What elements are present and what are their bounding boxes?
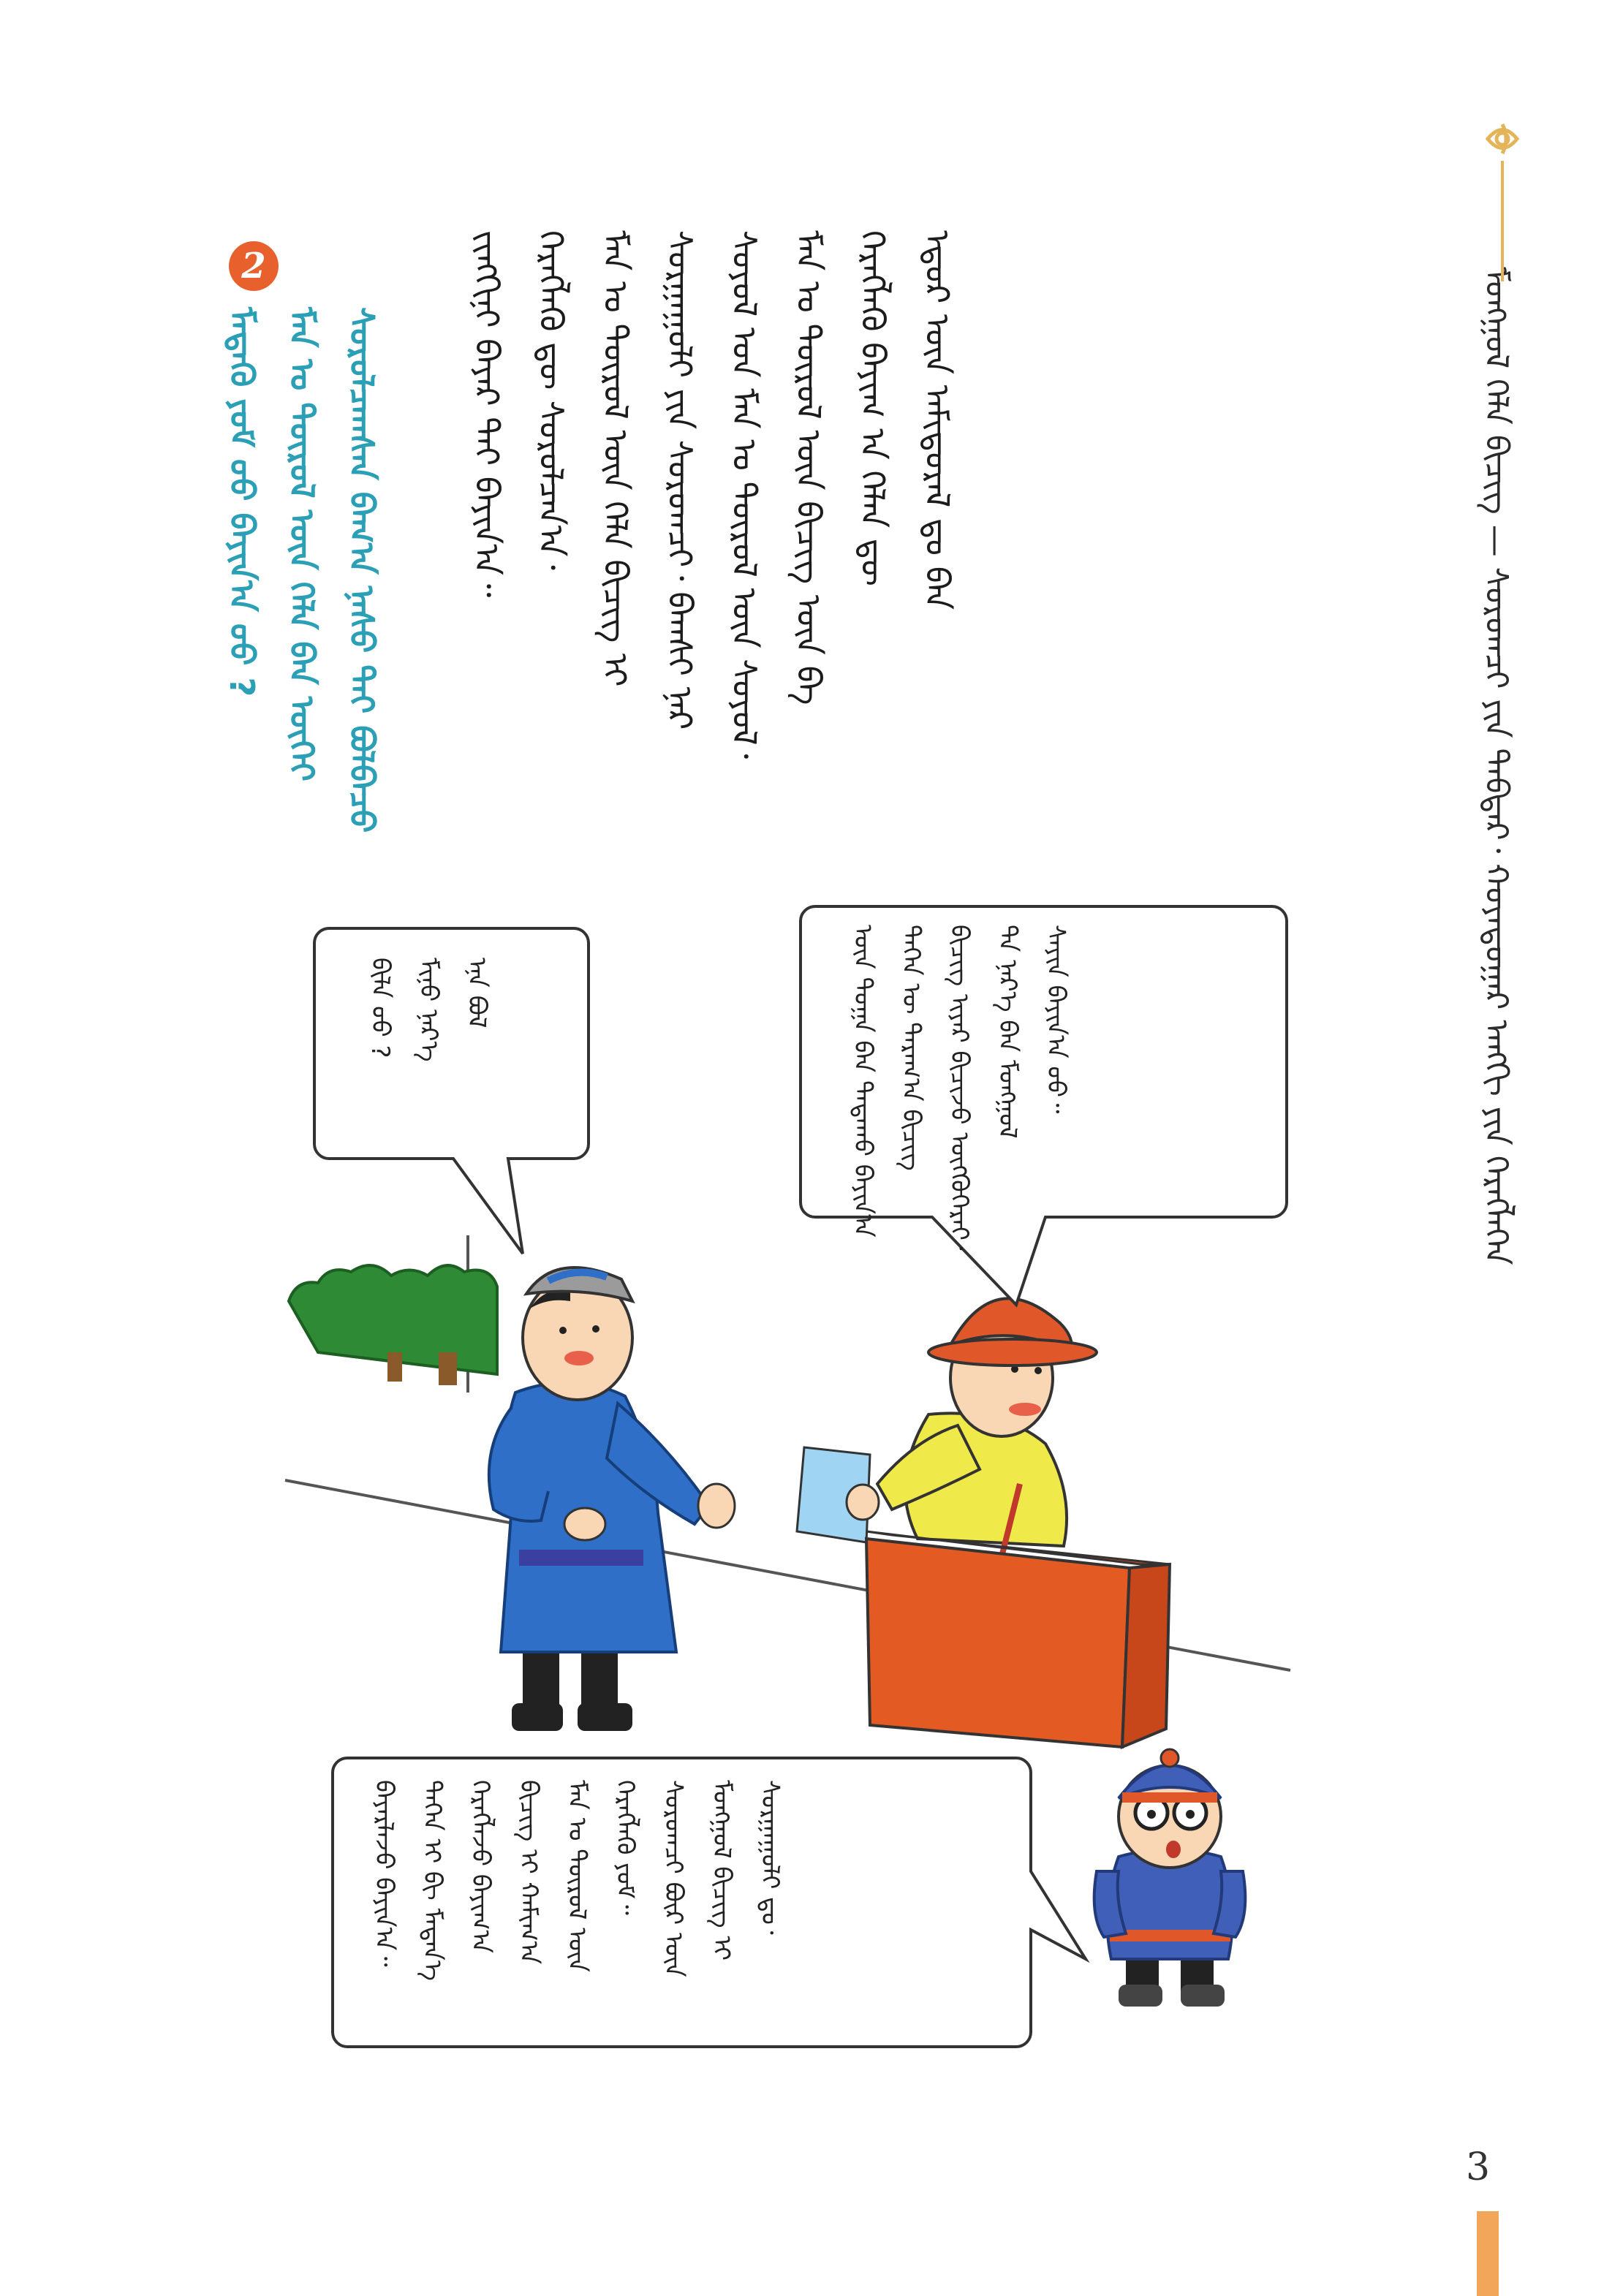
paragraph-line: ᠮᠠᠨ ᠤ ᠲᠥᠷᠥᠯ ᠦᠨ ᠬᠡᠯᠡ ᠪᠢᠴᠢᠭ ᠢ <box>596 230 635 687</box>
bubble-line: ᠲᠠ ᠨᠡᠷ᠎ᠡ ᠪᠠᠨ ᠮᠣᠩᠭᠣᠯ <box>993 925 1022 1139</box>
bubble-line: ᠡᠨᠡ ᠪᠣᠯ <box>462 958 491 1028</box>
bubble-line: ᠲᠡᠭᠡᠨ ᠢ ᠪᠢ ᠮᠡᠳᠡᠨ᠎ᠡ <box>417 1780 447 1981</box>
bubble-text-man-blue <box>366 958 491 1061</box>
bubble-line: ᠰᠤᠷᠤᠭᠴᠢ ᠪᠦᠷ ᠦᠨ <box>659 1780 688 1977</box>
bubble-line: ᠰᠠᠶᠢᠨ ᠪᠠᠶᠢᠨ᠎ᠠ ᠤᠤ᠃ <box>1041 925 1070 1114</box>
bubble-text-boy <box>369 1780 784 1981</box>
page-corner-tab <box>1477 2211 1499 2296</box>
question-line: ᠮᠡᠳᠡᠬᠦ ᠶᠤᠮ ᠤᠤ ᠪᠠᠶᠢᠨ᠎ᠠ ᠤᠤ ? <box>222 307 262 697</box>
page-number: 3 <box>1466 2145 1491 2189</box>
bubble-line: ᠬᠡᠷᠡᠭᠯᠡᠬᠦ ᠶᠤᠮ᠃ <box>610 1780 640 1915</box>
desk <box>866 1539 1130 1747</box>
man-yellow-shirt-character <box>797 1298 1170 1747</box>
bubble-line: ᠪᠢᠴᠢᠭ ᠢᠶᠡᠷ ᠪᠢᠴᠢᠵᠦ ᠥᠭᠭᠦᠭᠡᠷᠡᠢ᠂ <box>945 925 974 1251</box>
boy-character <box>1094 1749 1246 2007</box>
window-trees-icon <box>289 1235 497 1393</box>
paragraph-line: ᠵᠢᠩᠬᠢᠨᠢ ᠪᠠᠶᠠᠷ ᠲᠠᠢ ᠪᠠᠶᠢᠨ᠎ᠠ᠃ <box>467 230 507 598</box>
question-line: ᠮᠠᠨ ᠤ ᠲᠥᠷᠥᠯ ᠦᠨ ᠬᠡᠯᠡ ᠪᠠᠨ ᠦᠭᠡᠶ <box>282 307 322 781</box>
bubble-line: ᠮᠣᠩᠭᠣᠯ ᠪᠢᠴᠢᠭ ᠢ <box>707 1780 736 1961</box>
paragraph-line: ᠡᠳᠦᠷ ᠦᠨ ᠠᠮᠢᠳᠤᠷᠠᠯ ᠳᠤ ᠪᠠᠨ <box>918 230 957 610</box>
bubble-line: ᠪᠠᠶᠠᠷᠯᠠᠵᠤ ᠪᠠᠶᠢᠨ᠎ᠠ᠃ <box>369 1780 398 1967</box>
bubble-line: ᠦᠨ ᠲᠣᠭᠠ ᠪᠠᠨ ᠲᠠᠲᠠᠬᠤ ᠪᠠᠶᠢᠨ᠎ᠠ <box>848 925 877 1238</box>
bubble-line: ᠪᠢᠯᠡ ᠦᠦ ? <box>366 958 395 1058</box>
man-blue-coat-character <box>489 1268 735 1731</box>
bubble-line: ᠬᠡᠷᠡᠭᠯᠡᠵᠦ ᠪᠠᠶᠢᠭ᠎ᠠ <box>466 1780 495 1953</box>
paragraph-line: ᠰᠤᠷᠭᠠᠭᠤᠯᠢ ᠶᠢᠨ ᠰᠤᠷᠤᠭᠴᠢ᠂ ᠪᠠᠭᠰᠢ ᠨᠠᠷ <box>660 230 700 730</box>
bubble-text-man-yellow <box>848 925 1070 1251</box>
question-number-badge: 2 <box>229 241 279 291</box>
bubble-line: ᠲᠡᠭᠡᠨ ᠦ ᠳᠠᠷᠠᠭ᠎ᠠ ᠪᠢᠴᠢᠭ <box>896 925 926 1171</box>
paragraph-line: ᠬᠡᠷᠡᠭᠯᠡᠬᠦ ᠪᠠᠶᠢᠭ ᠠ ᠬᠡᠯᠡᠨ ᠳᠦ <box>853 230 893 586</box>
paragraph-line: ᠬᠡᠷᠡᠭᠯᠡᠬᠦ ᠳᠦ ᠰᠤᠷᠤᠯᠴᠠᠨ᠎ᠠ᠂ <box>531 230 571 571</box>
question-line: ᠰᠤᠷᠤᠯᠴᠠᠭᠰᠠᠨ ᠪᠠᠭ᠎ᠠ ᠨᠠᠰᠤ ᠲᠠᠢ ᠪᠣᠯᠪᠠᠴᠤ <box>342 307 382 833</box>
bubble-line: ᠮᠢᠨᠦ ᠨᠡᠷ᠎ᠡ <box>414 958 443 1062</box>
paragraph-line: ᠮᠠᠨ ᠤ ᠲᠥᠷᠥᠯ ᠦᠨ ᠪᠢᠴᠢᠭ ᠦᠨ ᠪᠠ <box>789 230 828 705</box>
running-header: ᠮᠤᠩᠭᠤᠯ ᠬᠡᠯᠡ ᠪᠢᠴᠢᠭ — ᠰᠤᠷᠤᠭᠴᠢ ᠶᠢᠨ ᠳᠡᠪᠲᠡᠷ᠂ ᠬᠤᠶᠠᠳᠤᠭᠠᠷ ᠠᠩᠭᠢ ᠶᠢᠨ ᠬᠡᠷᠡᠭᠯᠡᠭᠡᠨ <box>1478 267 1515 1265</box>
bubble-line: ᠰᠤᠷᠭᠠᠭᠤᠯᠢ ᠳᠤ᠂ <box>755 1780 784 1935</box>
bubble-line: ᠪᠢᠴᠢᠭ ᠢ ᠬᠠᠮᠢᠭ᠎ᠠ <box>514 1780 543 1965</box>
bubble-line: ᠮᠠᠨ ᠤ ᠲᠥᠷᠥᠯ ᠦᠨ <box>562 1780 591 1972</box>
paragraph-line: ᠰᠣᠶᠣᠯ ᠤᠨ ᠮᠠᠨ ᠤ ᠲᠥᠷᠥᠯ ᠦᠨ ᠰᠣᠶᠣᠯ᠂ <box>725 230 764 759</box>
